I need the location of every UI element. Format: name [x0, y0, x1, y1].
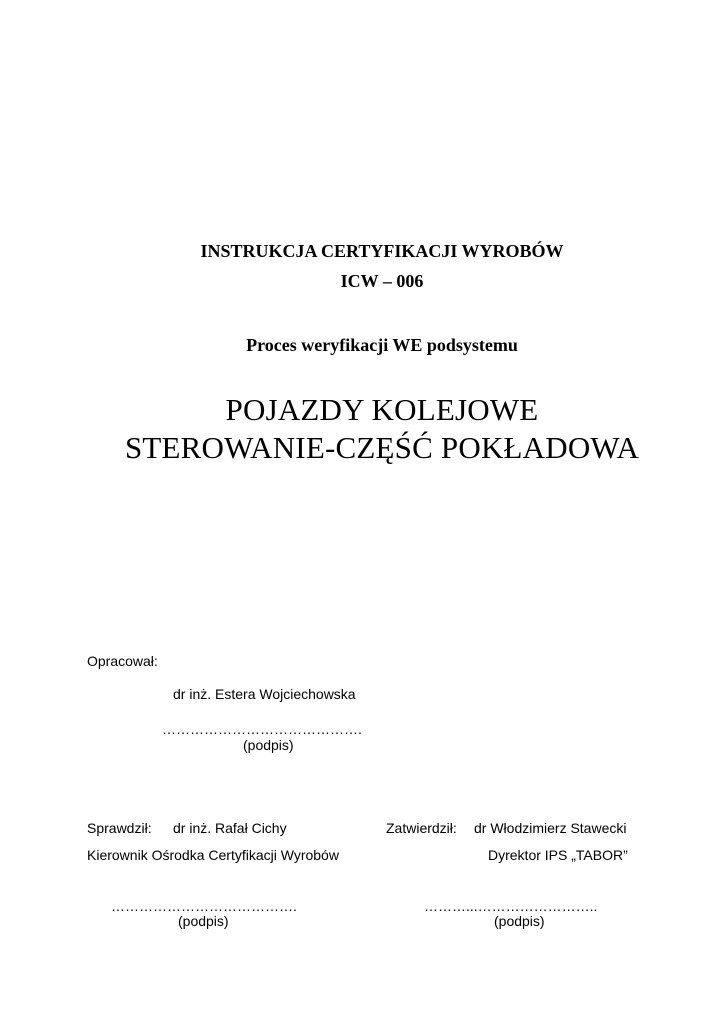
prepared-signature-line: ……………………………………. — [162, 721, 362, 737]
prepared-name: dr inż. Estera Wojciechowska — [173, 686, 356, 702]
approved-role: Dyrektor IPS „TABOR” — [488, 847, 628, 863]
checked-signature-line: …………………………………. — [111, 898, 297, 914]
approved-signature-caption: (podpis) — [494, 913, 545, 929]
main-title-line-1: POJAZDY KOLEJOWE — [225, 392, 539, 427]
checked-name: dr inż. Rafał Cichy — [173, 820, 287, 836]
checked-label: Sprawdził: — [87, 820, 152, 836]
process-title: Proces weryfikacji WE podsystemu — [246, 335, 518, 355]
approved-signature-line: ………...…………………….. — [424, 898, 598, 914]
approved-name: dr Włodzimierz Stawecki — [474, 820, 627, 836]
checked-role: Kierownik Ośrodka Certyfikacji Wyrobów — [87, 847, 339, 863]
instruction-code: ICW – 006 — [340, 271, 424, 291]
checked-signature-caption: (podpis) — [178, 913, 229, 929]
instruction-title: INSTRUKCJA CERTYFIKACJI WYROBÓW — [200, 241, 564, 261]
prepared-label: Opracował: — [87, 653, 158, 669]
prepared-signature-caption: (podpis) — [243, 737, 294, 753]
main-title-line-2: STEROWANIE-CZĘŚĆ POKŁADOWA — [124, 430, 640, 465]
approved-label: Zatwierdził: — [386, 820, 457, 836]
